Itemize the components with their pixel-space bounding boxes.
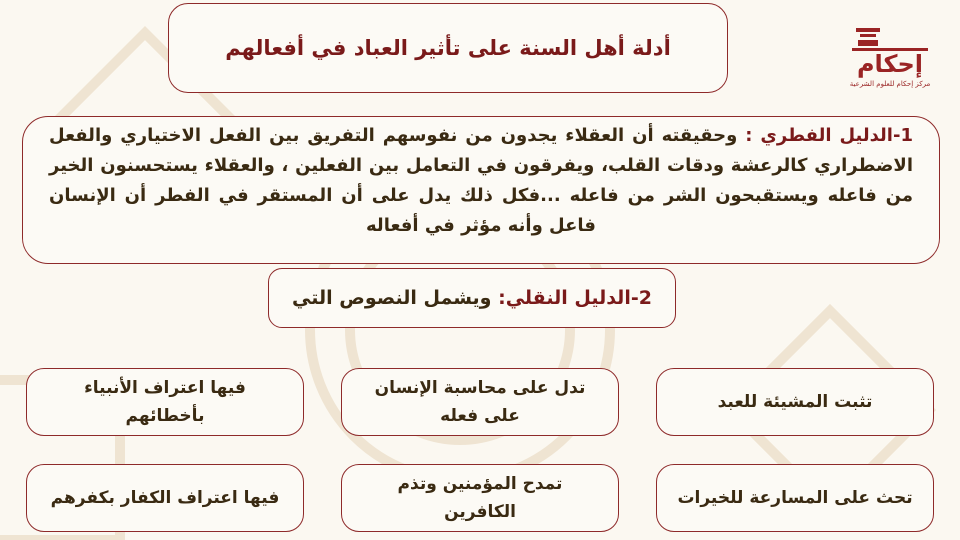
card-hasten-good: [656, 464, 934, 532]
card-text: فيها اعتراف الكفار بكفرهم: [50, 488, 280, 508]
card-accountability: [341, 368, 619, 436]
card-affirms-will: [656, 368, 934, 436]
textual-evidence-text: ويشمل النصوص التي: [292, 287, 499, 309]
rational-evidence-text: وحقيقته أن العقلاء يجدون من نفوسهم التفريق بين الفعل الاختياري والفعل الاضطراري كالرعشة ودقات القلب، ويفرقون في التعامل بين الفعلين ، والعقلاء يستحسنون الخير من فاعله ويستقبحون الشر من فاعله ...فكل ذلك يدل على أن المستقر في الفطر أن الإنسان فاعل وأنه مؤثر في أفعاله: [49, 125, 913, 236]
card-praise-believers: [341, 464, 619, 532]
card-text: فيها اعتراف الأنبياء بأخطائهم: [84, 378, 246, 426]
page-title: أدلة أهل السنة على تأثير العباد في أفعالهم: [225, 36, 671, 60]
card-disbelievers-admission: [26, 464, 304, 532]
logo: [848, 26, 932, 96]
page-title-box: [168, 3, 728, 93]
card-text: تمدح المؤمنين وتذم الكافرين: [397, 474, 563, 522]
rational-evidence-label: 1-الدليل الفطري :: [745, 125, 913, 146]
svg-text:إحكام: إحكام: [856, 50, 924, 78]
card-text: تدل على محاسبة الإنسان على فعله: [374, 378, 586, 426]
card-prophets-admission: [26, 368, 304, 436]
textual-evidence-box: [268, 268, 676, 328]
logo-emblem-icon: [848, 26, 932, 96]
card-text: تثبت المشيئة للعبد: [717, 392, 873, 412]
rational-evidence-box: [22, 116, 940, 264]
textual-evidence-label: 2-الدليل النقلي:: [498, 287, 652, 309]
svg-text:مركز إحكام للعلوم الشرعية: مركز إحكام للعلوم الشرعية: [849, 80, 931, 88]
card-text: تحث على المسارعة للخيرات: [677, 488, 913, 508]
